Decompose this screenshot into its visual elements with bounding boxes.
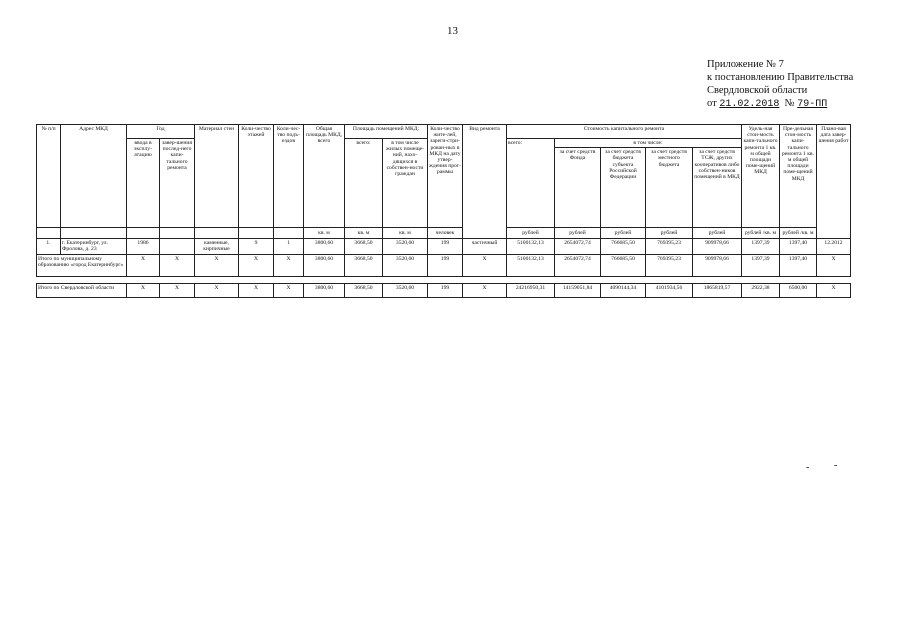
cell-address: Итого по Свердловской области	[37, 284, 127, 298]
cell-repair-type: X	[463, 255, 507, 277]
cell-residents: 199	[428, 239, 463, 255]
cell-premises-total: 3668,50	[345, 284, 383, 298]
cell-cost-region: 766685,50	[601, 255, 646, 277]
cell-cost-fund: 2654072,74	[555, 255, 601, 277]
cell-cost-local: 769395,23	[646, 239, 693, 255]
cell-planned-date: 12.2012	[817, 239, 851, 255]
cell-floors: 9	[239, 239, 274, 255]
header-max-cost: Пре-дельная стои-мость капи-тального ремонта 1 кв. м общей площади поме-щений МКД	[780, 125, 817, 228]
appendix-decree: к постановлению Правительства	[707, 72, 854, 83]
header-year-last-repair: завер-шения послед-него капи-тального ремонта	[160, 139, 195, 228]
header-premises-area: Площадь помещений МКД:	[345, 125, 428, 139]
unit-cost-total: рублей	[507, 228, 555, 239]
table-row	[37, 255, 851, 277]
cell-max-cost: 1397,40	[780, 255, 817, 277]
header-wall-material: Материал стен	[195, 125, 239, 228]
unit-premises-total: кв. м	[345, 228, 383, 239]
header-planned-date: Плано-вая дата завер-шения работ	[817, 125, 851, 239]
cell-total-area: 3800,60	[304, 284, 345, 298]
cell-cost-total: 5100132,13	[507, 255, 555, 277]
cell-year-commission: X	[127, 284, 160, 298]
unit-cost-fund: рублей	[555, 228, 601, 239]
repair-table	[36, 124, 851, 298]
unit-total-area: кв. м	[304, 228, 345, 239]
cell-address: Итого по муниципальному образованию «город Екатеринбург»	[37, 255, 127, 277]
cell-year-last-repair: X	[160, 255, 195, 277]
unit-residents: человек	[428, 228, 463, 239]
table-gap	[37, 277, 851, 284]
footer-mark: -	[806, 462, 810, 473]
header-unit-cost: Удель-ная стои-мость капи-тального ремонта 1 кв. м общей площади поме-щений МКД	[742, 125, 780, 228]
header-floors: Коли-чество этажей	[239, 125, 274, 228]
page-number: 13	[447, 25, 458, 37]
cell-cost-owners: 909978,66	[693, 255, 742, 277]
header-address: Адрес МКД	[61, 125, 127, 228]
cell-cost-owners: 909978,66	[693, 239, 742, 255]
decree-number: 79-ПП	[797, 99, 828, 110]
cell-total-area: 3800,60	[304, 255, 345, 277]
cell-year-commission: X	[127, 255, 160, 277]
cell-year-last-repair	[160, 239, 195, 255]
cell-year-commission: 1986	[127, 239, 160, 255]
cell-repair-type: X	[463, 284, 507, 298]
cell-entrances: X	[274, 284, 304, 298]
header-premises-residents: в том числе жилых помеще-ний, нахо-дящихся в собствен-ности граждан	[383, 139, 428, 228]
cell-cost-owners: 1865819,57	[693, 284, 742, 298]
cell-year-last-repair: X	[160, 284, 195, 298]
decree-date: 21.02.2018	[719, 99, 780, 110]
date-prefix: от	[707, 98, 717, 109]
header-cost-local: за счет средств местного бюджета	[646, 148, 693, 228]
cell-cost-region: 4090144,34	[601, 284, 646, 298]
cell-planned-date: X	[817, 284, 851, 298]
cell-repair-type: частичный	[463, 239, 507, 255]
cell-unit-cost: 1397,39	[742, 239, 780, 255]
cell-cost-local: 4101934,56	[646, 284, 693, 298]
cell-planned-date: X	[817, 255, 851, 277]
cell-floors: X	[239, 255, 274, 277]
footer-mark: -	[834, 460, 838, 471]
appendix-region: Свердловской области	[707, 85, 808, 96]
cell-residents: 199	[428, 255, 463, 277]
unit-cost-region: рублей	[601, 228, 646, 239]
header-repair-type: Вид ремонта	[463, 125, 507, 239]
cell-cost-total: 5100132,13	[507, 239, 555, 255]
header-repair-cost: Стоимость капитального ремонта	[507, 125, 742, 139]
header-year-commission: ввода в эксплу-атацию	[127, 139, 160, 228]
header-cost-region: за счет средств бюджета субъекта Российской Федерации	[601, 148, 646, 228]
cell-cost-total: 24216950,31	[507, 284, 555, 298]
unit-max-cost: рублей /кв. м	[780, 228, 817, 239]
header-total-area: Общая площадь МКД, всего	[304, 125, 345, 228]
cell-wall-material: X	[195, 255, 239, 277]
cell-cost-fund: 2654072,74	[555, 239, 601, 255]
header-residents: Коли-чество жите-лей, зареги-стри-рован-ных в МКД на дату утвер-ждения прог-раммы	[428, 125, 463, 228]
table-row	[37, 239, 851, 255]
cell-unit-cost: 2922,38	[742, 284, 780, 298]
cell-premises-residents: 3520,60	[383, 255, 428, 277]
number-prefix: №	[784, 98, 795, 109]
appendix-date-line	[707, 97, 853, 111]
cell-unit-cost: 1397,39	[742, 255, 780, 277]
cell-premises-total: 3668,50	[345, 239, 383, 255]
cell-cost-region: 766685,50	[601, 239, 646, 255]
header-year: Год	[127, 125, 195, 139]
cell-residents: 199	[428, 284, 463, 298]
header-premises-total: всего:	[345, 139, 383, 228]
cell-address: г. Екатеринбург, ул. Фролова, д. 23	[61, 239, 127, 255]
table-row	[37, 284, 851, 298]
cell-entrances: X	[274, 255, 304, 277]
header-cost-owners: за счет средств ТСЖ, других кооперативов либо собствен-ников помещений в МКД	[693, 148, 742, 228]
cell-max-cost: 1397,40	[780, 239, 817, 255]
unit-cost-owners: рублей	[693, 228, 742, 239]
header-cost-fund: за счет средств Фонда	[555, 148, 601, 228]
unit-premises-residents: кв. м	[383, 228, 428, 239]
appendix-title: Приложение № 7	[707, 59, 784, 70]
header-cost-incl: в том числе:	[555, 139, 742, 148]
header-entrances: Коли-чес-тво подъ-ездов	[274, 125, 304, 228]
cell-cost-fund: 14159051,84	[555, 284, 601, 298]
cell-wall-material: X	[195, 284, 239, 298]
cell-premises-residents: 3520,60	[383, 239, 428, 255]
cell-entrances: 1	[274, 239, 304, 255]
cell-floors: X	[239, 284, 274, 298]
cell-premises-residents: 3520,60	[383, 284, 428, 298]
header-num: № п/п	[37, 125, 61, 228]
appendix-header	[707, 58, 853, 111]
cell-wall-material: каменные, кирпичные	[195, 239, 239, 255]
unit-unit-cost: рублей /кв. м	[742, 228, 780, 239]
cell-max-cost: 6500,00	[780, 284, 817, 298]
cell-premises-total: 3668,50	[345, 255, 383, 277]
unit-cost-local: рублей	[646, 228, 693, 239]
cell-num: 1.	[37, 239, 61, 255]
header-cost-total: всего:	[507, 139, 555, 228]
cell-total-area: 3800,60	[304, 239, 345, 255]
cell-cost-local: 769395,23	[646, 255, 693, 277]
